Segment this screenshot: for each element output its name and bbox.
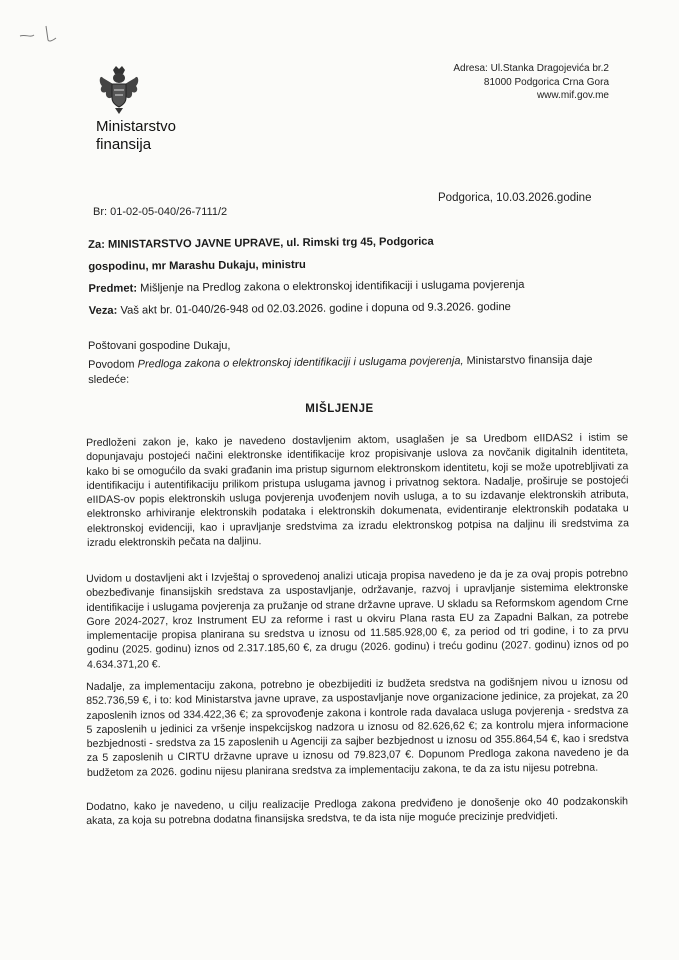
reference-link-label: Veza: — [88, 304, 118, 317]
handwritten-mark-icon — [18, 22, 62, 44]
paragraph-3: Nadalje, za implementaciju zakona, potrebno je obezbijediti iz budžeta sredstva na godišnjem nivou u iznosu od 852.736,59 €, i to: kod Ministarstva javne uprave, za uspostavljanje nove organizacione jedinice, za projekat, za 20 zaposlenih iznos od 334.422,36 €; za sprovođenje zakona i kontrole rada davalaca usluga povjerenja - sredstva za 5 zaposlenih u jedinici za vršenje inspekcijskog nadzora u iznosu od 82.626,62 €; za kontrolu mjera informacione bezbjednosti - sredstva za 15 zaposlenih u Agenciji za sajber bezbjednost u iznosu od 355.864,54 €, kao i sredstva za 5 zaposlenih u CIRTU državne uprave u iznosu od 79.823,07 €. Dopunom Predloga zakona navedeno je da budžetom za 2026. godinu nijesu planirana sredstva za implementaciju zakona, te da za istu nijesu potrebna. — [86, 675, 629, 779]
paragraph-2: Uvidom u dostavljeni akt i Izvještaj o sprovedenoj analizi uticaja propisa navedeno je da je za ovaj propis potrebno obezbeđivanje finansijskih sredstava za uspostavljanje, održavanje, razvoj i upravljanje sistemima elektronske identifikacije i uslugama povjerenja za pružanje od strane državne uprave. U skladu sa Reformskom agendom Crne Gore 2024-2027, kroz Instrument EU za reforme i rast u okviru Plana rasta EU za Zapadni Balkan, za potrebe implementacije propisa planirana su sredstva u iznosu od 11.585.928,00 €, za period od tri godine, i to za prvu godinu (2025. godinu) iznos od 2.317.185,60 €, za drugu (2026. godinu) i treću godinu (2027. godinu) iznos od po 4.634.371,20 €. — [86, 567, 629, 671]
intro-paragraph — [88, 352, 628, 388]
recipient-person-text: gospodinu, mr Marashu Dukaju, ministru — [88, 258, 306, 273]
recipient-value: MINISTARSTVO JAVNE UPRAVE, ul. Rimski trg 45, Podgorica — [107, 235, 434, 251]
subject-label: Predmet: — [88, 282, 138, 295]
intro-italic: Predloga zakona o elektronskoj identifikaciji i uslugama povjerenja, — [137, 355, 464, 371]
letter-date: Podgorica, 10.03.2026.godine — [438, 192, 592, 204]
address-line2: 81000 Podgorica Crna Gora — [483, 76, 609, 88]
coat-of-arms-icon — [96, 64, 142, 118]
salutation: Poštovani gospodine Dukaju, — [88, 340, 231, 352]
address-line1: Adresa: Ul.Stanka Dragojevića br.2 — [453, 63, 609, 74]
paragraph-1: Predloženi zakon je, kako je navedeno dostavljenim aktom, usaglašen je sa Uredbom eIIDAS2 i istim se dopunjavaju postojeći načini elektronske identifikacije kroz propisivanje uslova za novčanik digitalnih identiteta, kako bi se omogućilo da svaki građanin ima pristup sigurnom elektronskom identitetu, koji se može upotrebljivati za identifikaciju i autentifikaciju prilikom pristupa uslugama javnog i privatnog sektora. Nadalje, proširuje se postojeći eIIDAS-ov popis elektronskih usluga povjerenja uvođenjem novih usluga, a to su izdavanje elektronskih atributa, elektronsko arhiviranje elektronskih podataka i elektronskih dokumenata, evidentiranje elektronskih podataka u elektronskoj evidenciji, kao i upravljanje sredstvima za izradu elektronskog potpisa na daljinu ili sredstvima za izradu elektronskih pečata na daljinu. — [86, 431, 630, 550]
intro-prefix: Povodom — [88, 358, 138, 371]
recipient-label: Za: — [88, 238, 105, 251]
subject-value: Mišljenje na Predlog zakona o elektronskoj identifikaciji i uslugama povjerenja — [140, 278, 525, 295]
ministry-name-line2: finansija — [96, 136, 152, 153]
opinion-heading: MIŠLJENJE — [305, 403, 374, 415]
ministry-address — [453, 62, 609, 103]
paragraph-4: Dodatno, kako je navedeno, u cilju realizacije Predloga zakona predviđeno je donošenje oko 40 podzakonskih akata, za koja su potrebna dodatna finansijska sredstva, te da ista nije moguće precizinje predvidjeti. — [86, 795, 629, 828]
ministry-name — [96, 118, 176, 154]
recipient-block — [88, 230, 525, 322]
ministry-name-line1: Ministarstvo — [96, 118, 177, 135]
intro-suffix: Ministarstvo finansija daje sledeće: — [88, 353, 593, 386]
address-website: www.mif.gov.me — [536, 90, 609, 101]
reference-link-value: Vaš akt br. 01-040/26-948 od 02.03.2026. godine i dopuna od 9.3.2026. godine — [120, 300, 511, 317]
reference-link-line — [89, 296, 525, 322]
reference-number: Br: 01-02-05-040/26-7111/2 — [93, 206, 228, 218]
